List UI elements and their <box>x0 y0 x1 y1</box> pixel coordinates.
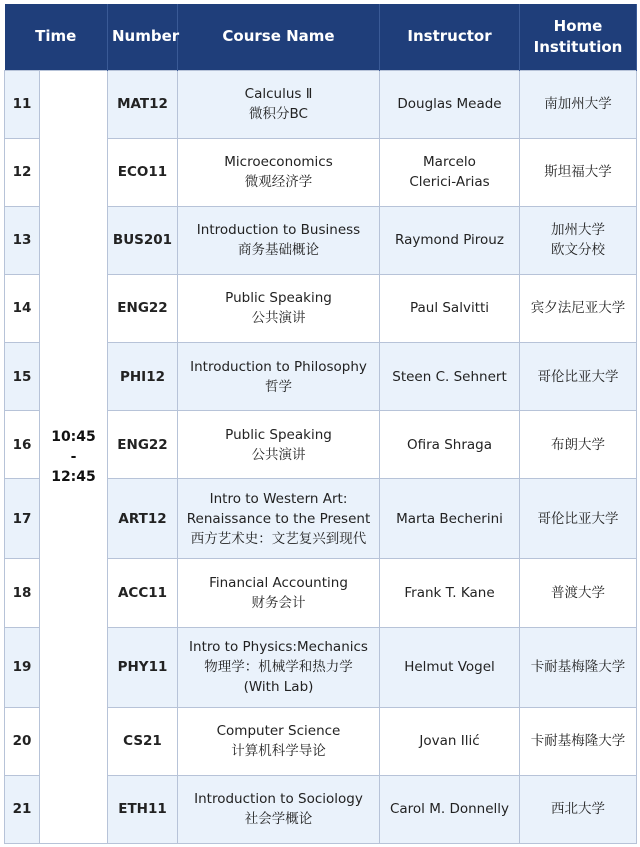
row-index: 15 <box>5 343 40 411</box>
instructor-line: Carol M. Donnelly <box>389 801 510 818</box>
header-time: Time <box>5 4 108 70</box>
time-slot-start: 10:45 <box>51 428 96 445</box>
instructor <box>380 274 520 342</box>
course-name-line: Renaissance to the Present <box>186 510 371 527</box>
home-institution <box>520 559 637 627</box>
course-number: ETH11 <box>108 775 178 843</box>
course-number: ENG22 <box>108 274 178 342</box>
course-number: ACC11 <box>108 559 178 627</box>
instructor-line: Clerici-Arias <box>409 174 490 191</box>
instructor <box>380 343 520 411</box>
course-name-line: 商务基础概论 <box>238 242 319 259</box>
home-institution <box>520 479 637 559</box>
instructor <box>380 479 520 559</box>
header-row <box>5 4 637 70</box>
instructor <box>380 627 520 707</box>
instructor <box>380 206 520 274</box>
institution-line: 卡耐基梅隆大学 <box>530 659 626 676</box>
institution-line: 欧文分校 <box>551 242 605 259</box>
home-institution <box>520 274 637 342</box>
course-schedule-table <box>4 4 637 844</box>
row-index: 16 <box>5 411 40 479</box>
course-name-line: 公共演讲 <box>251 310 306 327</box>
course-number: ECO11 <box>108 138 178 206</box>
course-name-line: (With Lab) <box>243 679 314 696</box>
instructor-line: Raymond Pirouz <box>395 232 504 249</box>
institution-line: 哥伦比亚大学 <box>537 510 619 527</box>
course-name-line: Introduction to Philosophy <box>190 358 367 375</box>
course-name-line: Financial Accounting <box>209 574 348 591</box>
course-name <box>178 627 380 707</box>
instructor <box>380 775 520 843</box>
course-name-line: 物理学：机械学和热力学 <box>204 659 353 676</box>
home-institution <box>520 206 637 274</box>
row-index: 11 <box>5 70 40 138</box>
institution-line: 布朗大学 <box>551 436 605 453</box>
institution-line: 卡耐基梅隆大学 <box>530 733 626 750</box>
time-slot-sep: - <box>70 448 77 465</box>
course-name-line: Intro to Physics:Mechanics <box>189 639 368 656</box>
home-institution <box>520 775 637 843</box>
institution-line: 宾夕法尼亚大学 <box>530 300 626 317</box>
home-institution <box>520 411 637 479</box>
course-name-line: Calculus Ⅱ <box>244 86 313 103</box>
row-index: 14 <box>5 274 40 342</box>
institution-line: 加州大学 <box>551 222 605 239</box>
course-name-line: 财务会计 <box>251 594 306 611</box>
course-name <box>178 707 380 775</box>
instructor <box>380 707 520 775</box>
instructor-line: Ofira Shraga <box>406 436 493 453</box>
course-name-line: 微积分BC <box>249 106 308 123</box>
row-index: 13 <box>5 206 40 274</box>
course-number: PHY11 <box>108 627 178 707</box>
row-index: 21 <box>5 775 40 843</box>
row-index: 12 <box>5 138 40 206</box>
course-number: MAT12 <box>108 70 178 138</box>
institution-line: 哥伦比亚大学 <box>537 368 619 385</box>
course-name-line: Microeconomics <box>224 154 333 171</box>
row-index: 20 <box>5 707 40 775</box>
course-name <box>178 479 380 559</box>
institution-line: 普渡大学 <box>551 584 605 601</box>
home-institution <box>520 627 637 707</box>
course-name-line: 微观经济学 <box>244 174 313 191</box>
course-name-line: 哲学 <box>265 378 292 395</box>
header-home-institution <box>520 4 637 70</box>
instructor-line: Marta Becherini <box>396 510 503 527</box>
course-number: CS21 <box>108 707 178 775</box>
course-name <box>178 206 380 274</box>
course-number: PHI12 <box>108 343 178 411</box>
instructor-line: Steen C. Sehnert <box>392 368 507 385</box>
course-name-line: 社会学概论 <box>244 811 313 828</box>
header-course-name: Course Name <box>178 4 380 70</box>
course-name <box>178 70 380 138</box>
course-name-line: Intro to Western Art: <box>209 490 348 507</box>
course-number: ENG22 <box>108 411 178 479</box>
course-name-line: 计算机科学导论 <box>231 743 326 760</box>
course-name <box>178 559 380 627</box>
home-institution <box>520 707 637 775</box>
home-institution <box>520 70 637 138</box>
instructor-line: Frank T. Kane <box>404 584 495 601</box>
instructor-line: Helmut Vogel <box>404 659 495 676</box>
time-slot-end: 12:45 <box>51 468 96 485</box>
course-name <box>178 411 380 479</box>
course-name-line: Computer Science <box>216 723 341 740</box>
instructor <box>380 138 520 206</box>
header-instructor: Instructor <box>380 4 520 70</box>
institution-line: 南加州大学 <box>544 96 612 113</box>
instructor <box>380 559 520 627</box>
course-name <box>178 138 380 206</box>
course-name-line: 公共演讲 <box>251 446 306 463</box>
course-name-line: Introduction to Business <box>196 222 361 239</box>
institution-line: 西北大学 <box>551 801 605 818</box>
instructor-line: Paul Salvitti <box>409 300 490 317</box>
row-index: 19 <box>5 627 40 707</box>
course-name <box>178 343 380 411</box>
course-number: ART12 <box>108 479 178 559</box>
table-row <box>5 70 637 138</box>
course-name <box>178 775 380 843</box>
course-name-line: Introduction to Sociology <box>194 791 363 808</box>
instructor-line: Douglas Meade <box>397 96 502 113</box>
time-slot-cell <box>40 70 108 844</box>
institution-line: 斯坦福大学 <box>544 164 612 181</box>
schedule-body <box>5 70 637 844</box>
header-home-line2: Institution <box>533 37 623 56</box>
course-name-line: Public Speaking <box>225 426 332 443</box>
home-institution <box>520 138 637 206</box>
course-name-line: Public Speaking <box>225 290 332 307</box>
row-index: 18 <box>5 559 40 627</box>
home-institution <box>520 343 637 411</box>
header-number: Number <box>108 4 178 70</box>
row-index: 17 <box>5 479 40 559</box>
header-home-line1: Home <box>553 16 603 35</box>
instructor-line: Marcelo <box>423 154 476 171</box>
instructor <box>380 70 520 138</box>
instructor <box>380 411 520 479</box>
course-name-line: 西方艺术史：文艺复兴到现代 <box>190 530 367 547</box>
course-name <box>178 274 380 342</box>
instructor-line: Jovan Ilić <box>419 733 480 750</box>
course-number: BUS201 <box>108 206 178 274</box>
